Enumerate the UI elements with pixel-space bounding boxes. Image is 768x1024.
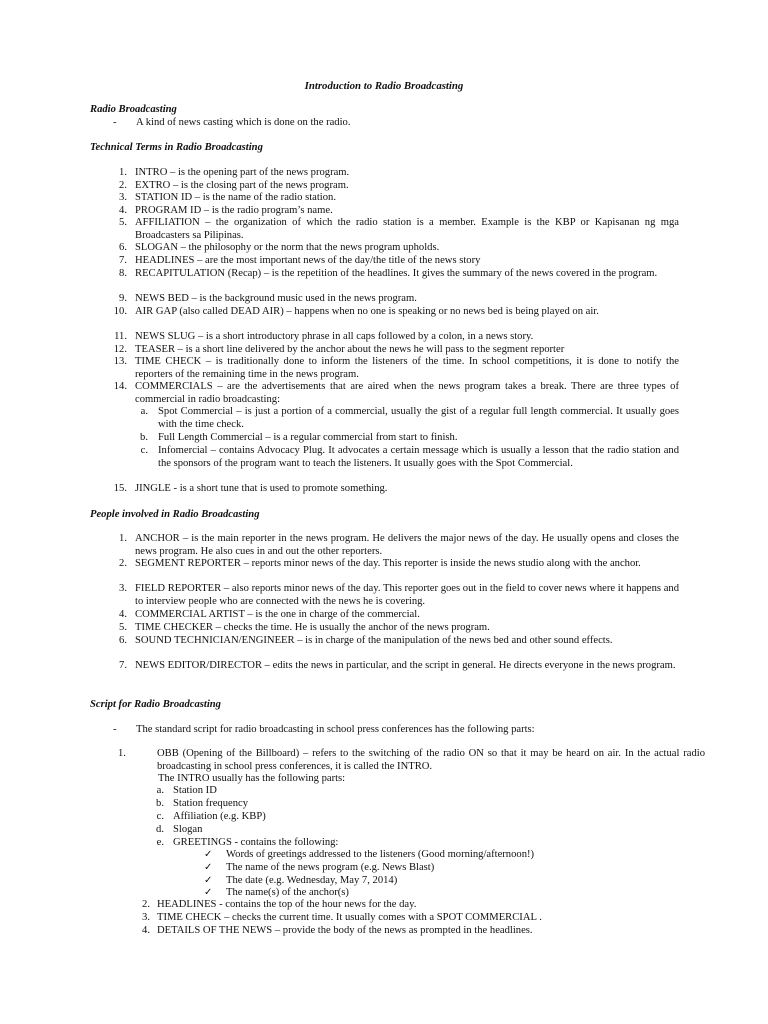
list-number: 4.	[119, 609, 127, 620]
list-item	[104, 558, 679, 571]
list-item	[104, 483, 679, 496]
list-text: SOUND TECHNICIAN/ENGINEER – is in charge of the manipulation of the news bed and other sound effects.	[135, 635, 613, 646]
list-item	[104, 242, 679, 255]
check-icon: ✓	[204, 887, 213, 898]
list-item	[104, 344, 679, 357]
list-item	[104, 622, 679, 635]
list-text: PROGRAM ID – is the radio program’s name.	[135, 205, 333, 216]
list-text: STATION ID – is the name of the radio station.	[135, 192, 336, 203]
list-number: 2.	[142, 899, 150, 910]
list-number: 6.	[119, 635, 127, 646]
list-text: HEADLINES – are the most important news of the day/the title of the news story	[135, 255, 481, 266]
list-item	[104, 217, 679, 242]
list-number: 4.	[142, 925, 150, 936]
list-number: 2.	[119, 180, 127, 191]
list-text: SEGMENT REPORTER – reports minor news of the day. This reporter is inside the news studio along with the anchor.	[135, 558, 641, 569]
list-number: d.	[156, 824, 164, 835]
list-text: Full Length Commercial – is a regular commercial from start to finish.	[158, 432, 458, 443]
list-item	[150, 811, 550, 824]
list-item	[150, 837, 550, 850]
list-number: e.	[156, 837, 164, 848]
list-number: c.	[156, 811, 164, 822]
list-text: Spot Commercial – is just a portion of a commercial, usually the gist of a regular full length commercial. It usually goes with the time check.	[158, 406, 679, 430]
list-text: GREETINGS - contains the following:	[173, 837, 339, 848]
list-text: OBB (Opening of the Billboard) – refers to the switching of the radio ON so that it may be heard on air. In the actual radio broadcasting in school press conferences, it is called the INTRO.	[157, 748, 705, 772]
list-number: 6.	[119, 242, 127, 253]
greeting-item: Words of greetings addressed to the listeners (Good morning/afternoon!)	[226, 849, 535, 860]
list-text: TIME CHECK – checks the current time. It usually comes with a SPOT COMMERCIAL .	[157, 912, 542, 923]
list-item	[118, 912, 705, 925]
list-item	[104, 381, 679, 406]
list-item	[104, 268, 679, 281]
list-item	[118, 925, 705, 938]
list-number: 8.	[119, 268, 127, 279]
list-text: Station frequency	[173, 798, 249, 809]
list-text: DETAILS OF THE NEWS – provide the body of the news as prompted in the headlines.	[157, 925, 533, 936]
greeting-item: The date (e.g. Wednesday, May 7, 2014)	[226, 875, 398, 886]
list-item	[150, 785, 550, 798]
section-heading-people: People involved in Radio Broadcasting	[90, 509, 260, 520]
list-number: 7.	[119, 255, 127, 266]
list-number: 15.	[113, 483, 127, 494]
list-item	[104, 533, 679, 558]
list-number: b.	[156, 798, 164, 809]
list-text: NEWS SLUG – is a short introductory phrase in all caps followed by a colon, in a news story.	[135, 331, 534, 342]
greeting-item: The name(s) of the anchor(s)	[226, 887, 349, 898]
list-text: TEASER – is a short line delivered by the anchor about the news he will pass to the segment reporter	[135, 344, 565, 355]
list-item	[132, 406, 679, 431]
list-item	[104, 306, 679, 319]
list-text: EXTRO – is the closing part of the news program.	[135, 180, 349, 191]
list-item	[150, 824, 550, 837]
list-item	[104, 293, 679, 306]
list-text: INTRO – is the opening part of the news program.	[135, 167, 350, 178]
bullet-dash: -	[113, 117, 117, 128]
list-text: NEWS EDITOR/DIRECTOR – edits the news in particular, and the script in general. He directs everyone in the news program.	[135, 660, 676, 671]
list-number: 4.	[119, 205, 127, 216]
check-icon: ✓	[204, 875, 213, 886]
list-text: AFFILIATION – the organization of which the radio station is a member. Example is the KBP or Kapisanan ng mga Broadcasters sa Pilipinas.	[135, 217, 679, 241]
list-item	[104, 192, 679, 205]
list-text: COMMERCIALS – are the advertisements that are aired when the news program takes a break. There are three types of commercial in radio broadcasting:	[135, 381, 679, 405]
list-text: Infomercial – contains Advocacy Plug. It advocates a certain message which is usually a lesson that the radio station and the sponsors of the program want to teach the listeners. It usually goes with the Spot Commercial.	[158, 445, 679, 469]
list-number: 3.	[142, 912, 150, 923]
list-number: 2.	[119, 558, 127, 569]
list-text: TIME CHECK – is traditionally done to inform the listeners of the time. In school competitions, it is done to notify the reporters of the remaining time in the news program.	[135, 356, 679, 380]
list-text: JINGLE - is a short tune that is used to promote something.	[135, 483, 388, 494]
list-item	[150, 798, 550, 811]
list-text: RECAPITULATION (Recap) – is the repetition of the headlines. It gives the summary of the news covered in the program.	[135, 268, 658, 279]
list-text: FIELD REPORTER – also reports minor news of the day. This reporter goes out in the field to cover news where it happens and to interview people who are connected with the news he is covering.	[135, 583, 679, 607]
list-item	[118, 748, 705, 773]
list-item	[132, 432, 679, 445]
list-item	[104, 205, 679, 218]
list-item	[104, 331, 679, 344]
section-heading-script: Script for Radio Broadcasting	[90, 699, 221, 710]
list-number: 5.	[119, 217, 127, 228]
list-number: 1.	[119, 533, 127, 544]
list-item	[104, 180, 679, 193]
list-text: AIR GAP (also called DEAD AIR) – happens when no one is speaking or no news bed is being played on air.	[135, 306, 599, 317]
list-text: Station ID	[173, 785, 217, 796]
list-item	[118, 899, 705, 912]
list-number: 11.	[114, 331, 127, 342]
list-item	[104, 167, 679, 180]
list-number: 3.	[119, 192, 127, 203]
list-text: SLOGAN – the philosophy or the norm that the news program upholds.	[135, 242, 440, 253]
list-number: c.	[140, 445, 148, 456]
check-icon: ✓	[204, 862, 213, 873]
check-icon: ✓	[204, 849, 213, 860]
list-number: 10.	[113, 306, 127, 317]
list-item	[104, 660, 679, 673]
list-number: 1.	[119, 167, 127, 178]
list-number: 1.	[118, 748, 126, 759]
bullet-dash: -	[113, 724, 117, 735]
list-text: HEADLINES - contains the top of the hour news for the day.	[157, 899, 417, 910]
list-item	[104, 635, 679, 648]
list-number: 13.	[113, 356, 127, 367]
intro-parts-text: The INTRO usually has the following parts:	[158, 773, 346, 784]
list-number: b.	[140, 432, 148, 443]
list-text: ANCHOR – is the main reporter in the news program. He delivers the major news of the day. He usually opens and closes the news program. He also cues in and out the other reporters.	[135, 533, 679, 557]
list-number: 14.	[113, 381, 127, 392]
greeting-item: The name of the news program (e.g. News Blast)	[226, 862, 435, 873]
list-number: a.	[156, 785, 164, 796]
list-text: Slogan	[173, 824, 203, 835]
list-number: 9.	[119, 293, 127, 304]
section-heading-technical-terms: Technical Terms in Radio Broadcasting	[90, 142, 263, 153]
list-number: 3.	[119, 583, 127, 594]
list-item	[104, 356, 679, 381]
list-item	[104, 609, 679, 622]
list-item	[132, 445, 679, 470]
script-intro-text: The standard script for radio broadcasting in school press conferences has the following parts:	[136, 724, 535, 735]
list-text: COMMERCIAL ARTIST – is the one in charge of the commercial.	[135, 609, 420, 620]
list-number: 7.	[119, 660, 127, 671]
section-heading-radio-broadcasting: Radio Broadcasting	[90, 104, 177, 115]
list-number: 12.	[113, 344, 127, 355]
list-number: 5.	[119, 622, 127, 633]
list-text: TIME CHECKER – checks the time. He is usually the anchor of the news program.	[135, 622, 490, 633]
list-item	[104, 255, 679, 268]
list-text: NEWS BED – is the background music used in the news program.	[135, 293, 417, 304]
definition-text: A kind of news casting which is done on the radio.	[136, 117, 351, 128]
list-text: Affiliation (e.g. KBP)	[173, 811, 266, 822]
document-title: Introduction to Radio Broadcasting	[304, 80, 464, 92]
list-number: a.	[140, 406, 148, 417]
list-item	[104, 583, 679, 608]
